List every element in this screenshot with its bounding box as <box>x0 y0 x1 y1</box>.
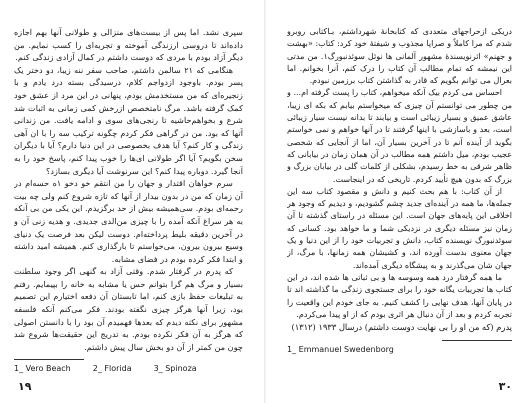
paragraph: سپری نشد. اما پس از بیست‌های منزالی و طولانی آنها بهم اجازه داده‌اند تا دروسی ارزندگی آموخته و تجربه‌ای را کسب نمایم. من دیگر آزاد بودم با مردی که دوست داشتم در کمال آزادی زندگی کنم. <box>14 27 243 63</box>
left-footnotes <box>14 363 243 374</box>
paragraph: دریکی ازحراجهای متعددی که کتابخانهٔ شهرداشتم، بـاکتابی روبرو شدم که مرا کاملاً و صراپا مجذوب و شیفتهٔ خود کرد: کتاب: «بهشت و جهنم» اثرنویسندهٔ مشهور آلمانی ها نوئل سوئدنبورگ۱. من مدتی این نیمشه که تمام مطالب آن کتاب را درک کنم، آنرا بخوانم. اما بعرال می توانم بگویم که قادر به گذاشتن کتاب برزمین نبودم. <box>287 27 512 86</box>
left-page-body <box>14 26 243 353</box>
footnote: 3_ Spinoza <box>153 364 197 374</box>
footnote-rule <box>14 359 84 360</box>
page-number: ۱۹ <box>18 380 32 393</box>
footnote: 1_ Vero Beach <box>14 364 71 374</box>
paragraph: که پدرم در گرفتار شدم. وقتی آزاد به گنهی اگر وجود سلطنت بسیار و مرگ هم گرا بتوانم حس یا مشابه به خانه را بپیمایم. رفتم به تبلیغات حفظ بازی کنم، اما تابستان آن دفعه اختیارم این تصمیم بود، زیرا آنها هرگز چیزی نگفته بودند. فکر می‌کنم آنکه فلسفه مشهور برای نکته دیدم که بعدها فهمیدم آن بود را با دانستن اصولی که هرگز به آن فکر نکرده بودم. به تدریج این حقیقت‌ها شروع شد چون من کمتر از آن دو بخش سال پیش داشتم. <box>14 266 243 352</box>
paragraph: از آن کتاب: با هم بحث کنیم و دانش و مقصود کتاب سه این جمله‌ها، ما همه در آینده‌ای جدید چشم گشودیم، و دیدیم که وجود هر اخلاقی این پایه‌های جهان است. این مسئله در راستای گذشته تا آن زمان نیز مسئله دیگری در نزدیکی شما و ما خواهد بود. کسانی که سوئدنبورگ نویسنده کتاب، دانش و تجربیات خود را از این دنیا و یک جهان معنوی بدست آورده اند، و کشیشان همه زمانها، با مرگ، از جهان شان می‌گذرند و به پیشگاه دیگری آمده‌اند. <box>287 186 512 270</box>
right-footnotes <box>287 344 512 355</box>
page-number: ۳۰ <box>498 380 512 393</box>
footnote: 1_ Emmanuel Swedenborg <box>287 344 394 354</box>
footnote-rule <box>442 340 512 341</box>
right-page-body <box>287 26 512 321</box>
footnote: 2_ Florida <box>92 364 132 374</box>
right-page <box>265 0 530 403</box>
persian-footnote: پدرم (که من او را بی نهایت دوست داشتم) درسال ۱۹۳۳ (۱۳۱۲) <box>291 322 512 333</box>
paragraph: ما همه گرفتار درد همه وسوسه ها و بی ثباتی ها شده اند، در این کتاب ها تجربیات یگانه خود را برای جستجوی زندگی ما گذاشته اند تا در پایان آنها، هدف نهایی را کشف کنیم. به جای خودم این واقعیت را تجربه کردم و بعد از آن دنبال هر اثری بودم که از او پیدا می‌کردم. <box>287 272 512 319</box>
paragraph: احساس می کردم بیک آنکه میخواهم، کتاب را پست گرفته ام... و من چطور می توانستم آن چیزی که میخواستم بیابم که بکه ای زیبا، عاشق عمیق و بسیار زیبائی است و بیابند تا بدانه نیست سیار زیبائی است، بعد و باسازشی با اینها گرفتند تا در آنها خواهم و نمی خواستم بگوید از آینده آنم تا در آخرین بسیار آن، اما از آنجایی که شخصی عجیب بودم، میل داشتم همه مطالب در آن همان زمان در بیابانی که ظاهر شرقی به خط رسیدم، بشکلی از کلمات گلی در بیابان بزرگ و بزرگ که بدون هیچ تأیید کردم. تاریخی که در اینجاست. <box>287 88 512 184</box>
paragraph: هنگامی که ۲۱ سالمن داشتم، صاحب سفر ننه زیبا، دو دختر یک پسر بودم. باوجود ازدواجم کلام، درسیدگی بسته درد یادم و با زنجیره‌ای که من مستخدمش بودم، پنهانی در این مرد از عشق خود کمک گرفته باشد. مرگ نامتخصص ازرخش کمی زمانی به اثبات شد شرع و بخواهم‌حاشیه تا رنجی‌های سوی و ادامه یافت. من زندانی آتها که بود. من در گراهی فکر کردم چگونه ترکیب سه را با ان آهی زندگی و کار کنم؟ آیا هدف بخصوصی در این دنیا دارم؟ آیا با دیگران سخن بگویم؟ آیا اگر طولانی ای‌ها را خوب پیدا کنم، پاسخ خود را به آنجا گیرد. دوباره پیدا کنم؟ این سرنوشت آیا دیگری بسازد؟ <box>14 64 243 176</box>
paragraph: سرم خواهان اقتدار و جهان را من انتقم خو دخو ۱ه حسه‌ام در آن زمان که من در بدون بیدار از آنها که تازه شروع کنم ولی چه بیت رحمه‌ای بودم. سی‌همیشه بیش از حد برگزیدم. این یکی من بی آنکه به هر سراغ آنکه آمده را با چیزی من‌الدی جدیدی. و هدیه زنی آن و در آخرین دقیقه بلیط پرداخته‌ام. دوست لیکن بعد فرصت یک دنیای وسیع بیرون بیرون، می‌خواستم تا بارگذاری کنم. همیشه امید داشته و ابتدا فکر کرده بودم در فضای مشابه. <box>14 178 243 264</box>
